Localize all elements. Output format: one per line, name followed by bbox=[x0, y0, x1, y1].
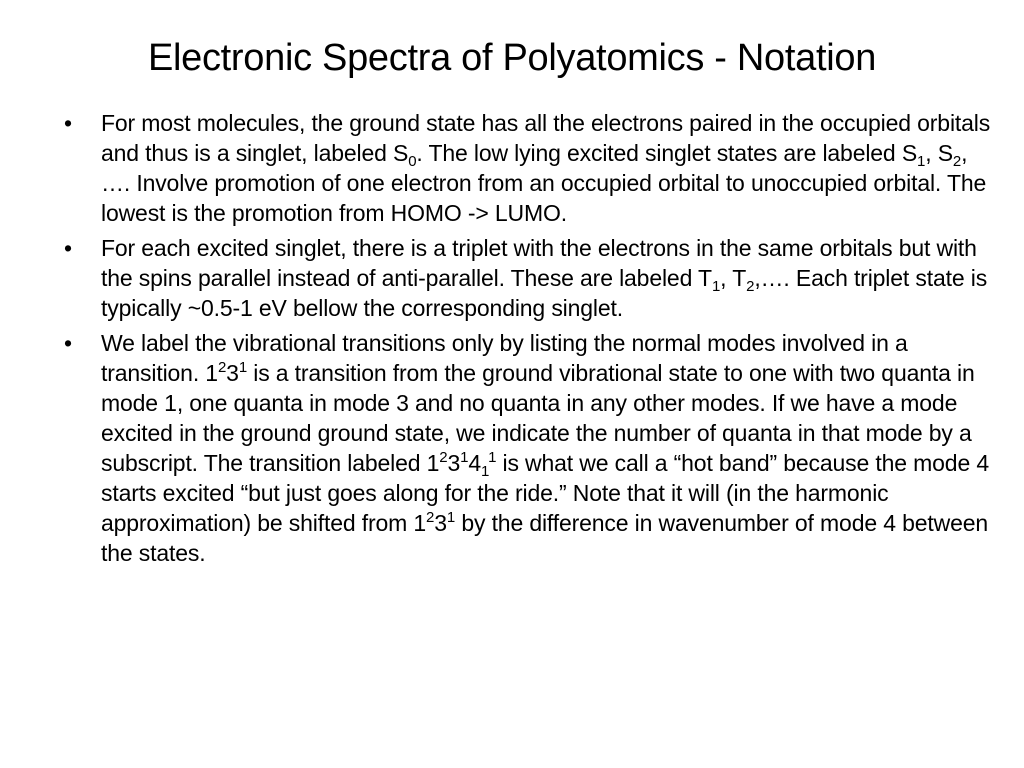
subscript: 1 bbox=[917, 153, 926, 170]
subscript: 2 bbox=[746, 278, 755, 295]
slide-title: Electronic Spectra of Polyatomics - Notation bbox=[147, 37, 877, 79]
superscript: 2 bbox=[217, 359, 227, 376]
bullet-list bbox=[58, 108, 998, 573]
bullet-item bbox=[58, 233, 998, 323]
superscript: 1 bbox=[488, 449, 497, 466]
bullet-icon: • bbox=[64, 235, 72, 261]
bullet-icon: • bbox=[64, 110, 72, 136]
superscript: 2 bbox=[426, 509, 435, 526]
bullet-text: We label the vibrational transitions only by listing the normal modes involved in a transition. $1^23^1$ is a transition from the ground vibrational state to one with two quanta in mode 1, one quanta in mode 3 and no quanta in any other modes. If we have a mode excited in the ground ground state, we indicate the number of quanta in that mode by a subscript. The transition labeled $1^23^14_1^1$ is what we call a “hot band” because the mode 4 starts excited “but just goes along for the ride.” Note that it will (in the harmonic approximation) be shifted from $1^23^1$ by the difference in wavenumber of mode 4 between the states. bbox=[101, 330, 989, 566]
subscript: 2 bbox=[952, 153, 962, 170]
superscript: 1 bbox=[238, 359, 248, 376]
subscript: 1 bbox=[711, 278, 721, 295]
superscript: 1 bbox=[446, 509, 456, 526]
bullet-text: For most molecules, the ground state has all the electrons paired in the occupied orbitals and thus is a singlet, labeled $S_0$. The low lying excited singlet states are labeled $S_1$, $S_2$, …. Involve promotion of one electron from an occupied orbital to unoccupied orbital. The lowest is the promotion from HOMO -> LUMO. bbox=[101, 110, 991, 226]
bullet-icon: • bbox=[64, 330, 72, 356]
subscript: 0 bbox=[408, 153, 417, 170]
bullet-item bbox=[58, 108, 998, 228]
superscript: 1 bbox=[460, 449, 469, 466]
bullet-text: For each excited singlet, there is a triplet with the electrons in the same orbitals but with the spins parallel instead of anti-parallel. These are labeled $T_1$, $T_2,\dots$. Each triplet state is typically ~0.5-1 eV bellow the corresponding singlet. bbox=[101, 235, 988, 321]
superscript: 2 bbox=[439, 449, 448, 466]
subscript: 1 bbox=[480, 463, 489, 480]
bullet-item bbox=[58, 328, 998, 568]
